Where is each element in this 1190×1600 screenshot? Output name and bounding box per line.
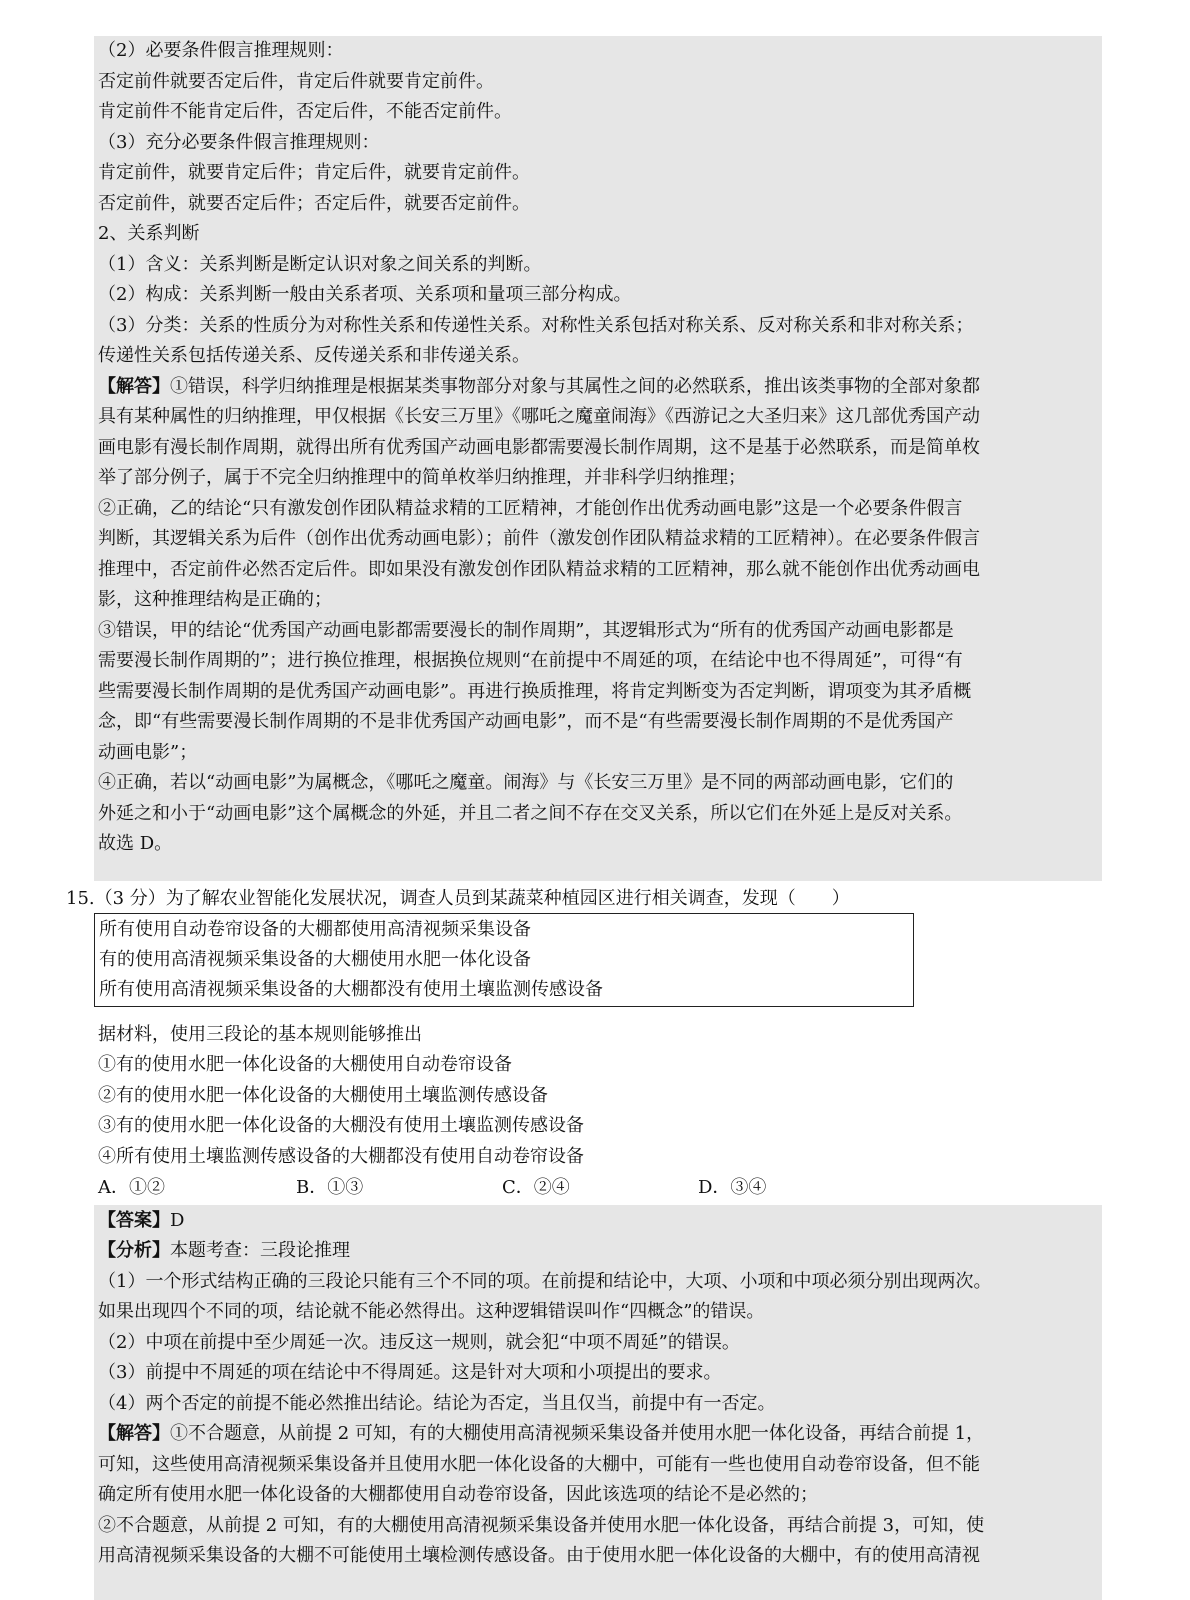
text-line: 传递性关系包括传递关系、反传递关系和非传递关系。 bbox=[98, 345, 530, 366]
text-line: （3）前提中不周延的项在结论中不得周延。这是针对大项和小项提出的要求。 bbox=[98, 1362, 722, 1383]
text-line: 些需要漫长制作周期的是优秀国产动画电影”。再进行换质推理，将肯定判断变为否定判断，谓项变为其矛盾概 bbox=[98, 681, 972, 702]
question-15-title: 15.（3 分）为了解农业智能化发展状况，调查人员到某蔬菜种植园区进行相关调查，发现（ ） bbox=[66, 888, 850, 909]
text-line: 肯定前件，就要肯定后件；肯定后件，就要肯定前件。 bbox=[98, 162, 530, 183]
premise-3: 所有使用高清视频采集设备的大棚都没有使用土壤监测传感设备 bbox=[99, 979, 603, 1000]
answer-line bbox=[98, 1206, 184, 1236]
text-line: 画电影有漫长制作周期，就得出所有优秀国产动画电影都需要漫长制作周期，这不是基于必然联系，而是简单枚 bbox=[98, 437, 980, 458]
text-line: 动画电影”； bbox=[98, 742, 198, 763]
text-line: 如果出现四个不同的项，结论就不能必然得出。这种逻辑错误叫作“四概念”的错误。 bbox=[98, 1301, 765, 1322]
text-line: 念，即“有些需要漫长制作周期的不是非优秀国产动画电影”，而不是“有些需要漫长制作周期的不是优秀国产 bbox=[98, 711, 954, 732]
text-line: （2）必要条件假言推理规则： bbox=[98, 40, 344, 61]
analysis-text: 本题考查：三段论推理 bbox=[170, 1240, 350, 1261]
jieda-text: ①错误，科学归纳推理是根据某类事物部分对象与其属性之间的必然联系，推出该类事物的全部对象都 bbox=[170, 376, 980, 397]
text-line: （2）中项在前提中至少周延一次。违反这一规则，就会犯“中项不周延”的错误。 bbox=[98, 1332, 740, 1353]
premise-1: 所有使用自动卷帘设备的大棚都使用高清视频采集设备 bbox=[99, 919, 531, 940]
text-line: 外延之和小于“动画电影”这个属概念的外延，并且二者之间不存在交叉关系，所以它们在外延上是反对关系。 bbox=[98, 803, 963, 824]
analysis-label: 【分析】 bbox=[98, 1240, 170, 1261]
question-stem: 据材料，使用三段论的基本规则能够推出 bbox=[98, 1024, 422, 1045]
text-line: （2）构成：关系判断一般由关系者项、关系项和量项三部分构成。 bbox=[98, 284, 632, 305]
text-line: ④正确，若以“动画电影”为属概念，《哪吒之魔童。闹海》与《长安三万里》是不同的两部动画电影，它们的 bbox=[98, 772, 954, 793]
statement-2: ②有的使用水肥一体化设备的大棚使用土壤监测传感设备 bbox=[98, 1085, 548, 1106]
text-line: ③错误，甲的结论“优秀国产动画电影都需要漫长的制作周期”，其逻辑形式为“所有的优秀国产动画电影都是 bbox=[98, 620, 954, 641]
text-line: （1）一个形式结构正确的三段论只能有三个不同的项。在前提和结论中，大项、小项和中项必须分别出现两次。 bbox=[98, 1271, 992, 1292]
text-line: 确定所有使用水肥一体化设备的大棚都使用自动卷帘设备，因此该选项的结论不是必然的； bbox=[98, 1484, 818, 1505]
text-line: ②正确，乙的结论“只有激发创作团队精益求精的工匠精神，才能创作出优秀动画电影”这是一个必要条件假言 bbox=[98, 498, 963, 519]
option-d[interactable]: D．③④ bbox=[698, 1177, 767, 1198]
text-line: （3）充分必要条件假言推理规则： bbox=[98, 132, 380, 153]
premises-box bbox=[94, 913, 914, 1007]
jieda-label-2: 【解答】 bbox=[98, 1423, 170, 1444]
text-line: 举了部分例子，属于不完全归纳推理中的简单枚举归纳推理，并非科学归纳推理； bbox=[98, 467, 746, 488]
jieda-text-2: ①不合题意，从前提 2 可知，有的大棚使用高清视频采集设备并使用水肥一体化设备，再结合前提 1， bbox=[170, 1423, 985, 1444]
text-line: 需要漫长制作周期的”；进行换位推理，根据换位规则“在前提中不周延的项，在结论中也不得周延”，可得“有 bbox=[98, 650, 963, 671]
statement-4: ④所有使用土壤监测传感设备的大棚都没有使用自动卷帘设备 bbox=[98, 1146, 584, 1167]
text-line: 具有某种属性的归纳推理，甲仅根据《长安三万里》《哪吒之魔童闹海》《西游记之大圣归来》这几部优秀国产动 bbox=[98, 406, 980, 427]
text-line: （1）含义：关系判断是断定认识对象之间关系的判断。 bbox=[98, 254, 542, 275]
option-b[interactable]: B．①③ bbox=[296, 1177, 364, 1198]
text-line: 否定前件就要否定后件，肯定后件就要肯定前件。 bbox=[98, 71, 494, 92]
text-line: 用高清视频采集设备的大棚不可能使用土壤检测传感设备。由于使用水肥一体化设备的大棚中，有的使用高清视 bbox=[98, 1545, 980, 1566]
answer-label: 【答案】 bbox=[98, 1210, 170, 1231]
text-line: 可知，这些使用高清视频采集设备并且使用水肥一体化设备的大棚中，可能有一些也使用自动卷帘设备，但不能 bbox=[98, 1454, 980, 1475]
text-line: 推理中，否定前件必然否定后件。即如果没有激发创作团队精益求精的工匠精神，那么就不能创作出优秀动画电 bbox=[98, 559, 980, 580]
option-a[interactable]: A．①② bbox=[98, 1177, 165, 1198]
text-line bbox=[98, 1419, 984, 1449]
text-line: 否定前件，就要否定后件；否定后件，就要否定前件。 bbox=[98, 193, 530, 214]
text-line: 故选 D。 bbox=[98, 833, 173, 854]
text-line: ②不合题意，从前提 2 可知，有的大棚使用高清视频采集设备并使用水肥一体化设备，再结合前提 3，可知，使 bbox=[98, 1515, 985, 1536]
premise-2: 有的使用高清视频采集设备的大棚使用水肥一体化设备 bbox=[99, 949, 531, 970]
text-line: 判断，其逻辑关系为后件（创作出优秀动画电影）；前件（激发创作团队精益求精的工匠精神）。在必要条件假言 bbox=[98, 528, 980, 549]
statement-1: ①有的使用水肥一体化设备的大棚使用自动卷帘设备 bbox=[98, 1054, 512, 1075]
section-heading: 2、关系判断 bbox=[98, 223, 200, 244]
option-c[interactable]: C．②④ bbox=[502, 1177, 570, 1198]
text-line: 影，这种推理结构是正确的； bbox=[98, 589, 332, 610]
text-line: （4）两个否定的前提不能必然推出结论。结论为否定，当且仅当，前提中有一否定。 bbox=[98, 1393, 776, 1414]
analysis-line bbox=[98, 1236, 350, 1266]
text-line bbox=[98, 372, 980, 402]
jieda-label: 【解答】 bbox=[98, 376, 170, 397]
text-line: 肯定前件不能肯定后件，否定后件，不能否定前件。 bbox=[98, 101, 512, 122]
answer-value: D bbox=[170, 1210, 185, 1231]
statement-3: ③有的使用水肥一体化设备的大棚没有使用土壤监测传感设备 bbox=[98, 1115, 584, 1136]
text-line: （3）分类：关系的性质分为对称性关系和传递性关系。对称性关系包括对称关系、反对称关系和非对称关系； bbox=[98, 315, 974, 336]
